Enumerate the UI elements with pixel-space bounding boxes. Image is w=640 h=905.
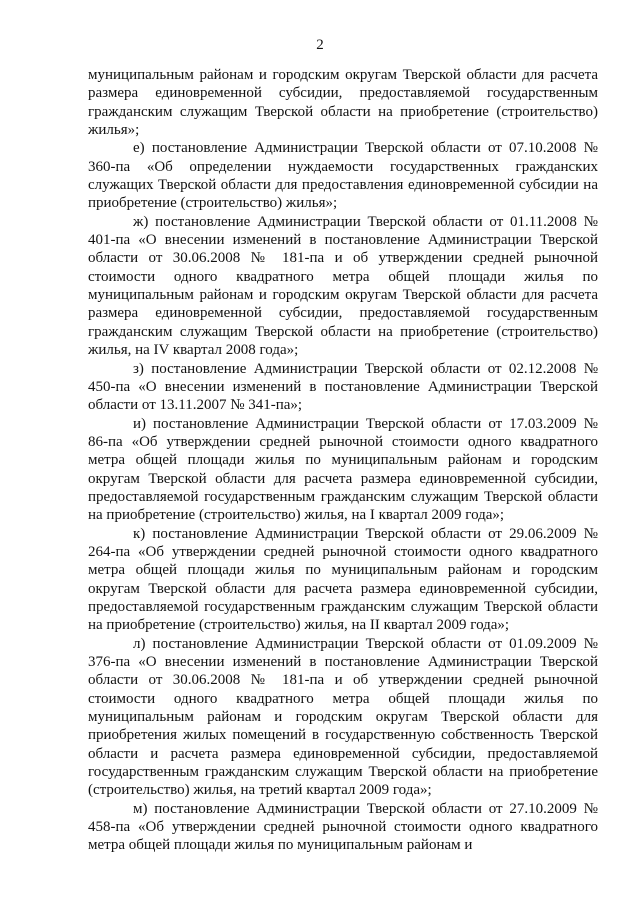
document-body	[88, 66, 598, 855]
paragraph-item-k: к) постановление Администрации Тверской области от 29.06.2009 № 264-па «Об утверждении средней рыночной стоимости одного квадратного метра общей площади жилья по муниципальным районам и городским округам Тверской области для расчета размера единовременной субсидии, предоставляемой государственным гражданским служащим Тверской области на приобретение (строительство) жилья, на II квартал 2009 года»;	[88, 525, 598, 634]
paragraph-item-e: е) постановление Администрации Тверской области от 07.10.2008 № 360-па «Об определении нуждаемости государственных гражданских служащих Тверской области для предоставления единовременной субсидии на приобретение (строительство) жилья»;	[88, 140, 598, 212]
page-number: 2	[316, 37, 324, 53]
paragraph-item-m: м) постановление Администрации Тверской области от 27.10.2009 № 458-па «Об утверждении средней рыночной стоимости одного квадратного метра общей площади жилья по муниципальным районам и	[88, 800, 598, 854]
paragraph-item-z: з) постановление Администрации Тверской области от 02.12.2008 № 450-па «О внесении изменений в постановление Администрации Тверской области от 13.11.2007 № 341-па»;	[88, 360, 598, 414]
paragraph-item-i: и) постановление Администрации Тверской области от 17.03.2009 № 86-па «Об утверждении средней рыночной стоимости одного квадратного метра общей площади жилья по муниципальным районам и городским округам Тверской области для расчета размера единовременной субсидии, предоставляемой государственным гражданским служащим Тверской области на приобретение (строительство) жилья, на I квартал 2009 года»;	[88, 415, 598, 524]
paragraph-item-l: л) постановление Администрации Тверской области от 01.09.2009 № 376-па «О внесении изменений в постановление Администрации Тверской области от 30.06.2008 № 181-па и об утверждении средней рыночной стоимости одного квадратного метра общей площади жилья по муниципальным районам и городским округам Тверской области для приобретения жилых помещений в государственную собственность Тверской области и расчета размера единовременной субсидии, предоставляемой государственным гражданским служащим Тверской области на приобретение (строительство) жилья, на третий квартал 2009 года»;	[88, 635, 598, 799]
paragraph-continuation: муниципальным районам и городским округам Тверской области для расчета размера единовременной субсидии, предоставляемой государственным гражданским служащим Тверской области на приобретение (строительство) жилья»;	[88, 67, 598, 139]
paragraph-item-zh: ж) постановление Администрации Тверской области от 01.11.2008 № 401-па «О внесении изменений в постановление Администрации Тверской области от 30.06.2008 № 181-па и об утверждении средней рыночной стоимости одного квадратного метра общей площади жилья по муниципальным районам и городским округам Тверской области для расчета размера единовременной субсидии, предоставляемой государственным гражданским служащим Тверской области на приобретение (строительство) жилья, на IV квартал 2008 года»;	[88, 213, 598, 359]
